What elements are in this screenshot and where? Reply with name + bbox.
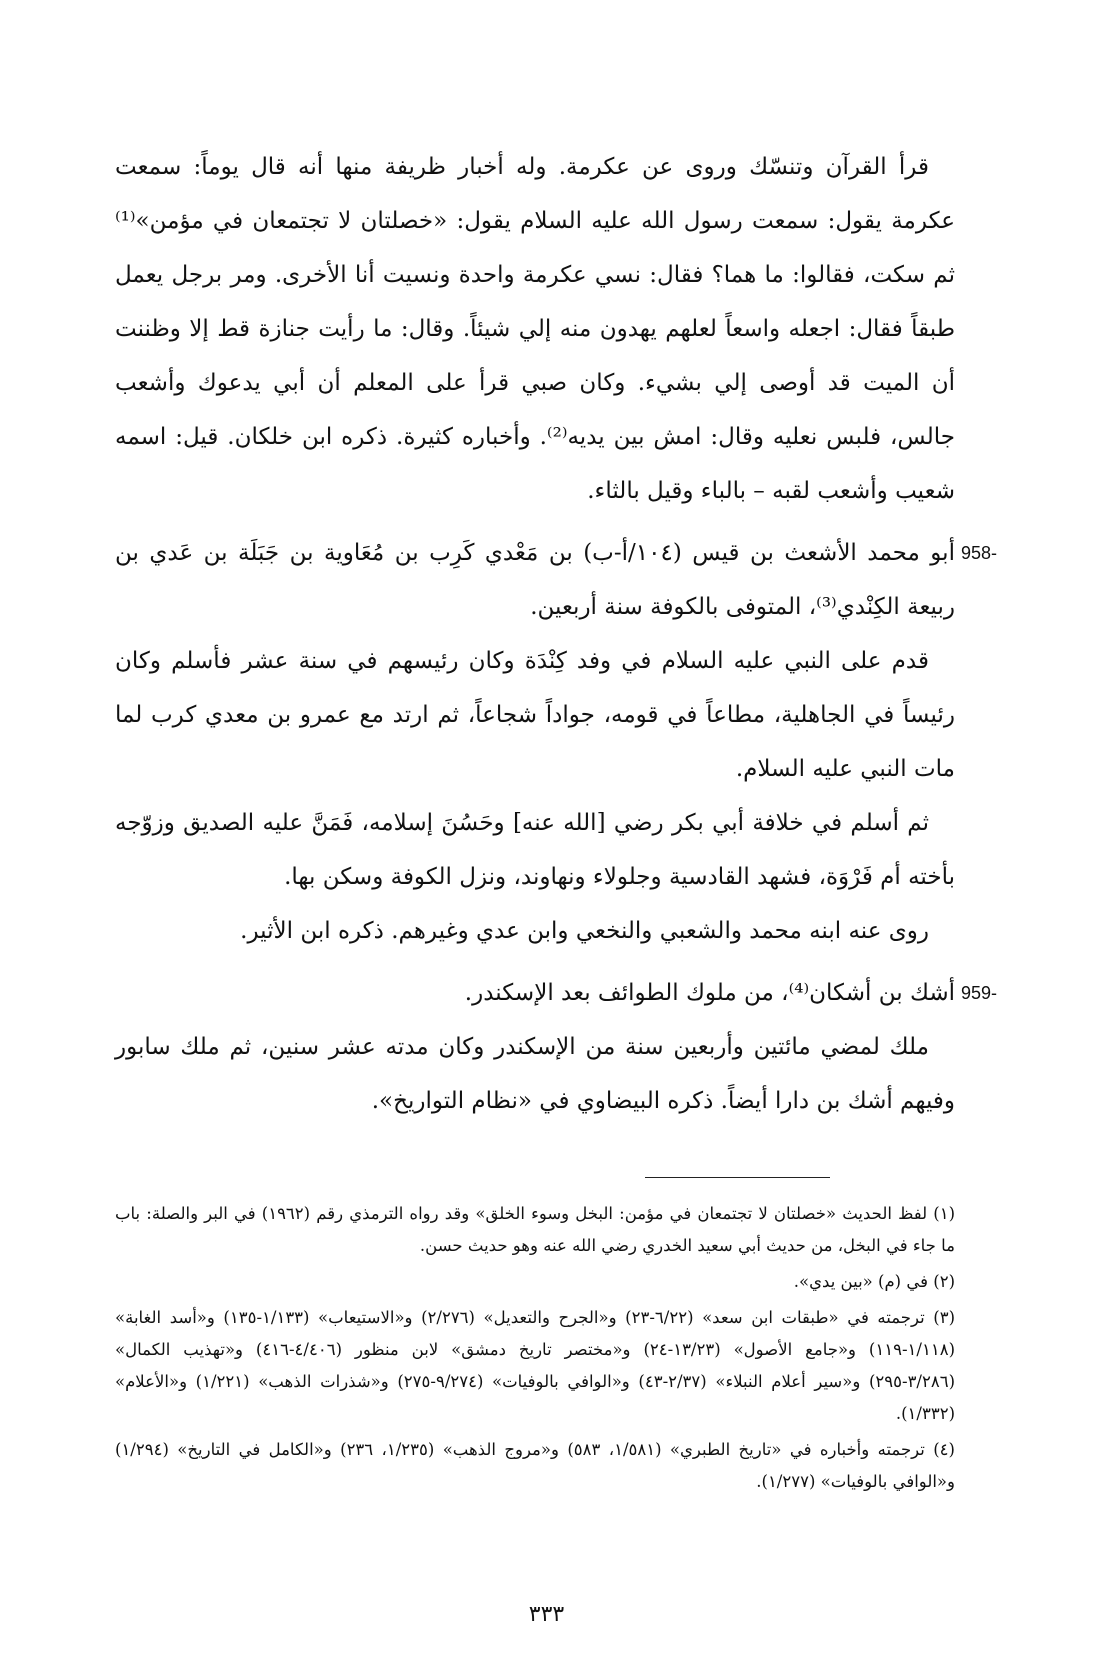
entry-958-paragraph-2: ثم أسلم في خلافة أبي بكر رضي [الله عنه] وحَسُنَ إسلامه، فَمَنَّ عليه الصديق وزوّجه بأخته أم فَرْوَة، فشهد القادسية وجلولاء ونهاوند، ونزل الكوفة وسكن بها.: [115, 810, 955, 890]
entry-958-paragraph-1: قدم على النبي عليه السلام في وفد كِنْدَة وكان رئيسهم في سنة عشر فأسلم وكان رئيساً في الجاهلية، مطاعاً في قومه، جواداً شجاعاً، ثم ارتد مع عمرو بن معدي كرب لما مات النبي عليه السلام.: [115, 648, 955, 782]
entry-958-paragraph-3: روى عنه ابنه محمد والشعبي والنخعي وابن عدي وغيرهم. ذكره ابن الأثير.: [240, 918, 929, 944]
footnotes: [115, 1198, 955, 1502]
footnote-4: (٤) ترجمته وأخباره في «تاريخ الطبري» (١/٥٨١، ٥٨٣) و«مروج الذهب» (١/٢٣٥، ٢٣٦) و«الكامل في التاريخ» (١/٢٩٤) و«الوافي بالوفيات» (١/٢٧٧).: [115, 1440, 955, 1491]
footnote-2: (٢) في (م) «بين يدي».: [793, 1272, 955, 1291]
footnote-separator: [645, 1177, 830, 1178]
entry-959-heading: أشك بن أشكان⁽⁴⁾، من ملوك الطوائف بعد الإسكندر.: [464, 980, 955, 1006]
footnote-3: (٣) ترجمته في «طبقات ابن سعد» (٦/٢٢-٢٣) و«الجرح والتعديل» (٢/٢٧٦) و«الاستيعاب» (١/١٣٣-١٣٥) و«أسد الغابة» (١/١١٨-١١٩) و«جامع الأصول» (١٣/٢٣-٢٤) و«مختصر تاريخ دمشق» لابن منظور (٤/٤٠٦-٤١٦) و«تهذيب الكمال» (٣/٢٨٦-٢٩٥) و«سير أعلام النبلاء» (٢/٣٧-٤٣) و«الوافي بالوفيات» (٩/٢٧٤-٢٧٥) و«شذرات الذهب» (١/٢٢١) و«الأعلام» (١/٣٣٢).: [115, 1308, 956, 1423]
footnote-1: (١) لفظ الحديث «خصلتان لا تجتمعان في مؤمن: البخل وسوء الخلق» وقد رواه الترمذي رقم (١٩٦٢) في البر والصلة: باب ما جاء في البخل، من حديث أبي سعيد الخدري رضي الله عنه وهو حديث حسن.: [115, 1204, 955, 1255]
entry-958-heading: أبو محمد الأشعث بن قيس (١٠٤/أ-ب) بن مَعْدي كَرِب بن مُعَاوية بن جَبَلَة بن عَدي بن ربيعة الكِنْدي⁽³⁾، المتوفى بالكوفة سنة أربعين.: [115, 540, 955, 620]
main-text: [115, 140, 997, 1128]
entry-959-paragraph-1: ملك لمضي مائتين وأربعين سنة من الإسكندر وكان مدته عشر سنين، ثم ملك سابور وفيهم أشك بن دارا أيضاً. ذكره البيضاوي في «نظام التواريخ».: [115, 1034, 955, 1114]
entry-number-958: 958-: [960, 543, 997, 563]
entry-number-959: 959-: [960, 983, 997, 1003]
entry-958: [115, 526, 997, 634]
paragraph-ashab-continuation: قرأ القرآن وتنسّك وروى عن عكرمة. وله أخبار ظريفة منها أنه قال يوماً: سمعت عكرمة يقول: سمعت رسول الله عليه السلام يقول: «خصلتان لا تجتمعان في مؤمن»⁽¹⁾ ثم سكت، فقالوا: ما هما؟ فقال: نسي عكرمة واحدة ونسيت أنا الأخرى. ومر برجل يعمل طبقاً فقال: اجعله واسعاً لعلهم يهدون منه إلي شيئاً. وقال: ما رأيت جنازة قط إلا وظننت أن الميت قد أوصى إلي بشيء. وكان صبي قرأ على المعلم أن أبي يدعوك وأشعب جالس، فلبس نعليه وقال: امش بين يديه⁽²⁾. وأخباره كثيرة. ذكره ابن خلكان. قيل: اسمه شعيب وأشعب لقبه – بالباء وقيل بالثاء.: [115, 154, 955, 504]
entry-959: [115, 966, 997, 1020]
page-number: ٣٣٣: [528, 1602, 565, 1627]
